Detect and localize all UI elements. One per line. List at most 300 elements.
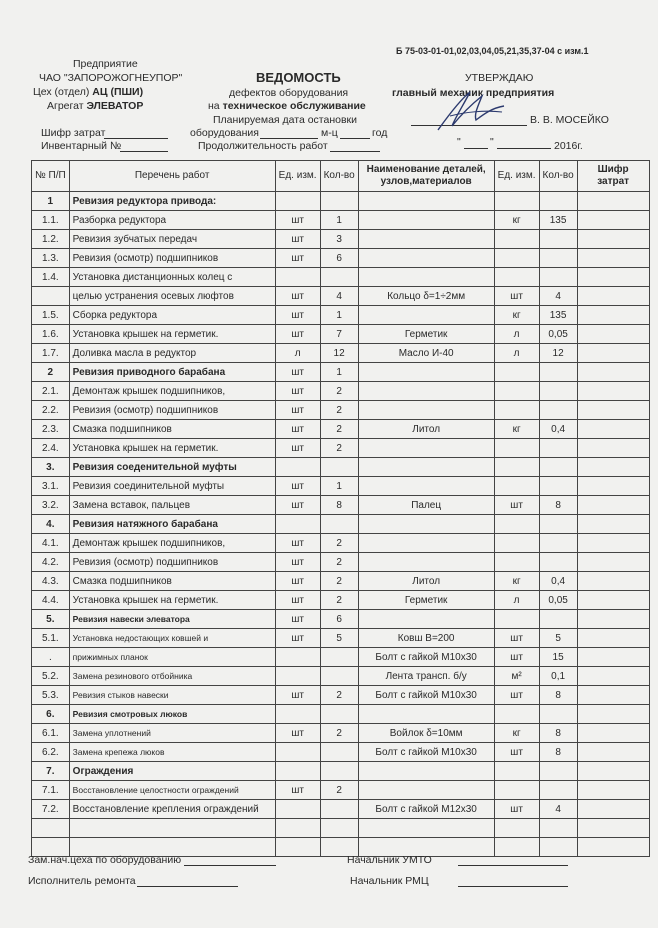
table-row [32, 230, 650, 249]
cell-qty: 1 [320, 211, 358, 230]
cell-unit: шт [275, 477, 320, 496]
cell-num: 1.6. [32, 325, 70, 344]
cell-unit2: кг [494, 572, 539, 591]
cell-material [358, 515, 494, 534]
enterprise-label: Предприятие [73, 58, 138, 70]
cell-qty2 [539, 477, 577, 496]
cell-qty [320, 192, 358, 211]
cell-unit2: кг [494, 306, 539, 325]
cell-unit2: шт [494, 686, 539, 705]
cell-unit2 [494, 781, 539, 800]
cell-material [358, 211, 494, 230]
equipment-label: оборудования [190, 127, 259, 139]
table-row [32, 648, 650, 667]
cell-qty: 12 [320, 344, 358, 363]
cell-num: 2.4. [32, 439, 70, 458]
title-line-1: дефектов оборудования [229, 87, 349, 99]
cell-unit: шт [275, 553, 320, 572]
cell-material [358, 401, 494, 420]
cell-num: 4.3. [32, 572, 70, 591]
cell-unit [275, 838, 320, 857]
cell-material [358, 382, 494, 401]
month-date-blank [497, 148, 551, 149]
cell-num: 5.3. [32, 686, 70, 705]
cell-unit: шт [275, 781, 320, 800]
cell-num: 2.2. [32, 401, 70, 420]
cell-unit2 [494, 363, 539, 382]
table-row [32, 496, 650, 515]
cell-material [358, 306, 494, 325]
table-row [32, 819, 650, 838]
cell-unit: шт [275, 325, 320, 344]
cell-qty: 6 [320, 610, 358, 629]
cell-code [577, 287, 649, 306]
cell-qty: 1 [320, 306, 358, 325]
cell-code [577, 800, 649, 819]
cell-num: 1.2. [32, 230, 70, 249]
cell-qty2: 0,4 [539, 572, 577, 591]
cell-work: Установка недостающих ковшей и [69, 629, 275, 648]
deputy-label: Зам.нач.цеха по оборудованию [28, 854, 182, 866]
cell-unit: шт [275, 686, 320, 705]
cell-unit2: шт [494, 800, 539, 819]
cell-unit2: кг [494, 724, 539, 743]
table-row [32, 572, 650, 591]
cell-num: 1.4. [32, 268, 70, 287]
cell-material: Масло И-40 [358, 344, 494, 363]
cell-code [577, 401, 649, 420]
header-material: Наименование деталей, узлов,материалов [358, 161, 494, 192]
table-row [32, 553, 650, 572]
cell-qty: 1 [320, 363, 358, 382]
date-quote-open: " [457, 136, 461, 148]
cell-code [577, 420, 649, 439]
cell-code [577, 496, 649, 515]
cell-num: . [32, 648, 70, 667]
table-row [32, 743, 650, 762]
cell-work: Установка крышек на герметик. [69, 439, 275, 458]
cell-code [577, 230, 649, 249]
header-unit2: Ед. изм. [494, 161, 539, 192]
cell-material [358, 819, 494, 838]
cell-num: 3.1. [32, 477, 70, 496]
cell-code [577, 743, 649, 762]
cell-qty2 [539, 705, 577, 724]
cell-qty: 6 [320, 249, 358, 268]
cell-code [577, 686, 649, 705]
cell-unit: шт [275, 534, 320, 553]
cell-material [358, 477, 494, 496]
unit-label: Агрегат [47, 100, 84, 112]
cell-material: Литол [358, 572, 494, 591]
cell-material: Болт с гайкой М10х30 [358, 743, 494, 762]
day-blank [464, 148, 488, 149]
inventory-blank [120, 151, 168, 152]
cell-work: Ревизия (осмотр) подшипников [69, 401, 275, 420]
executor-blank [137, 886, 238, 887]
cell-material: Болт с гайкой М12х30 [358, 800, 494, 819]
cell-unit2: л [494, 344, 539, 363]
cell-work: целью устранения осевых люфтов [69, 287, 275, 306]
cell-work: Ревизия соеденительной муфты [69, 458, 275, 477]
cell-unit [275, 800, 320, 819]
cell-work: Установка крышек на герметик. [69, 325, 275, 344]
approve-year: 2016г. [554, 140, 583, 152]
cell-qty2: 5 [539, 629, 577, 648]
cell-qty2: 8 [539, 686, 577, 705]
cell-work [69, 819, 275, 838]
cell-qty2 [539, 762, 577, 781]
table-row [32, 724, 650, 743]
cell-unit2 [494, 534, 539, 553]
enterprise-name: ЧАО "ЗАПОРОЖОГНЕУПОР" [39, 72, 183, 84]
deputy-blank [184, 865, 276, 866]
cell-material [358, 781, 494, 800]
cell-code [577, 192, 649, 211]
table-row [32, 439, 650, 458]
cell-code [577, 306, 649, 325]
cell-qty2: 135 [539, 306, 577, 325]
cell-qty [320, 667, 358, 686]
cell-unit2 [494, 553, 539, 572]
header-work: Перечень работ [69, 161, 275, 192]
cell-qty: 2 [320, 686, 358, 705]
cell-work: Разборка редуктора [69, 211, 275, 230]
cell-unit: л [275, 344, 320, 363]
cell-unit [275, 648, 320, 667]
table-row [32, 287, 650, 306]
cell-num: 3.2. [32, 496, 70, 515]
cell-num: 4.1. [32, 534, 70, 553]
cell-qty [320, 819, 358, 838]
month-blank [260, 138, 318, 139]
rmc-blank [458, 886, 568, 887]
cell-num: 5. [32, 610, 70, 629]
cell-work: Сборка редуктора [69, 306, 275, 325]
cell-unit2: м² [494, 667, 539, 686]
cell-code [577, 382, 649, 401]
cell-num: 6.1. [32, 724, 70, 743]
cell-material: Болт с гайкой М10х30 [358, 648, 494, 667]
cell-num: 1.3. [32, 249, 70, 268]
cell-work: Смазка подшипников [69, 572, 275, 591]
cell-unit [275, 268, 320, 287]
cell-work: Восстановление целостности ограждений [69, 781, 275, 800]
cell-work: Ревизия стыков навески [69, 686, 275, 705]
cell-material [358, 553, 494, 572]
cell-qty [320, 268, 358, 287]
cell-material [358, 610, 494, 629]
cell-num: 3. [32, 458, 70, 477]
table-row [32, 477, 650, 496]
cell-qty2: 0,05 [539, 325, 577, 344]
cell-num [32, 287, 70, 306]
cell-qty2: 8 [539, 724, 577, 743]
cost-code-blank [104, 138, 168, 139]
cell-qty2: 12 [539, 344, 577, 363]
cell-qty2: 15 [539, 648, 577, 667]
cell-material: Кольцо δ=1÷2мм [358, 287, 494, 306]
cell-work: Ревизия соединительной муфты [69, 477, 275, 496]
cell-work: Замена вставок, пальцев [69, 496, 275, 515]
approve-label: УТВЕРЖДАЮ [465, 72, 534, 84]
cell-num [32, 819, 70, 838]
cell-unit2: шт [494, 629, 539, 648]
table-header-row [32, 161, 650, 192]
table-row [32, 610, 650, 629]
cell-material: Лента трансп. б/у [358, 667, 494, 686]
cell-qty2: 8 [539, 496, 577, 515]
cell-material: Войлок δ=10мм [358, 724, 494, 743]
cell-work: Ревизия зубчатых передач [69, 230, 275, 249]
rmc-label: Начальник РМЦ [350, 875, 429, 887]
cell-unit: шт [275, 382, 320, 401]
cell-qty2 [539, 249, 577, 268]
cell-work: Демонтаж крышек подшипников, [69, 534, 275, 553]
cell-material: Палец [358, 496, 494, 515]
cell-qty2: 4 [539, 800, 577, 819]
table-row [32, 306, 650, 325]
table-row [32, 458, 650, 477]
cell-unit: шт [275, 230, 320, 249]
cell-code [577, 591, 649, 610]
cell-work: Восстановление крепления ограждений [69, 800, 275, 819]
table-row [32, 401, 650, 420]
cell-qty2: 0,1 [539, 667, 577, 686]
cell-qty: 2 [320, 591, 358, 610]
cell-qty2 [539, 439, 577, 458]
cell-code [577, 838, 649, 857]
cell-qty [320, 743, 358, 762]
cell-unit: шт [275, 724, 320, 743]
cell-work: Замена крепежа люков [69, 743, 275, 762]
cell-qty2 [539, 401, 577, 420]
cell-qty: 2 [320, 724, 358, 743]
cell-qty2: 4 [539, 287, 577, 306]
cell-code [577, 648, 649, 667]
cell-code [577, 325, 649, 344]
cell-qty: 2 [320, 781, 358, 800]
cell-qty2 [539, 458, 577, 477]
cell-unit2: шт [494, 743, 539, 762]
cell-unit2: л [494, 591, 539, 610]
cell-work: Ревизия смотровых люков [69, 705, 275, 724]
cell-qty2: 135 [539, 211, 577, 230]
cell-work: Ревизия (осмотр) подшипников [69, 553, 275, 572]
cell-unit2 [494, 705, 539, 724]
cell-qty: 2 [320, 382, 358, 401]
month-label: м-ц [321, 127, 338, 139]
cell-unit2 [494, 477, 539, 496]
cell-qty2 [539, 610, 577, 629]
cell-code [577, 363, 649, 382]
cell-unit [275, 819, 320, 838]
cell-code [577, 819, 649, 838]
cell-code [577, 705, 649, 724]
cell-unit [275, 667, 320, 686]
cell-code [577, 344, 649, 363]
cell-unit [275, 192, 320, 211]
cell-qty: 2 [320, 534, 358, 553]
shop-line [33, 86, 143, 98]
cell-unit2: л [494, 325, 539, 344]
cell-material [358, 458, 494, 477]
cell-num: 7. [32, 762, 70, 781]
cell-num: 4.2. [32, 553, 70, 572]
cell-unit2 [494, 762, 539, 781]
cell-unit [275, 743, 320, 762]
cell-code [577, 211, 649, 230]
cell-code [577, 249, 649, 268]
table-row [32, 325, 650, 344]
cell-unit2 [494, 268, 539, 287]
cell-unit2 [494, 401, 539, 420]
cell-unit: шт [275, 287, 320, 306]
cell-num: 5.2. [32, 667, 70, 686]
cell-unit2 [494, 382, 539, 401]
cell-material: Литол [358, 420, 494, 439]
cell-num: 4. [32, 515, 70, 534]
cell-material: Герметик [358, 325, 494, 344]
cell-unit2: кг [494, 420, 539, 439]
cell-num: 1.7. [32, 344, 70, 363]
cell-qty: 2 [320, 572, 358, 591]
cell-unit2 [494, 610, 539, 629]
cell-material [358, 363, 494, 382]
cell-unit2 [494, 192, 539, 211]
cell-code [577, 553, 649, 572]
cell-unit2: шт [494, 496, 539, 515]
cell-qty2 [539, 819, 577, 838]
cell-qty: 1 [320, 477, 358, 496]
cell-unit2 [494, 819, 539, 838]
header-qty: Кол-во [320, 161, 358, 192]
cell-code [577, 610, 649, 629]
defects-table [31, 160, 650, 857]
cell-work: Установка дистанционных колец с [69, 268, 275, 287]
cell-work: Замена уплотнений [69, 724, 275, 743]
cell-qty2 [539, 230, 577, 249]
table-row [32, 667, 650, 686]
cell-material [358, 249, 494, 268]
cell-material [358, 439, 494, 458]
cell-qty: 7 [320, 325, 358, 344]
cell-num: 2.3. [32, 420, 70, 439]
duration-blank [330, 151, 380, 152]
cell-work: Демонтаж крышек подшипников, [69, 382, 275, 401]
cell-qty2: 0,05 [539, 591, 577, 610]
header-code: Шифр затрат [577, 161, 649, 192]
cell-unit2 [494, 230, 539, 249]
cell-qty: 2 [320, 420, 358, 439]
table-row [32, 192, 650, 211]
cell-unit: шт [275, 610, 320, 629]
table-row [32, 344, 650, 363]
cell-num: 7.2. [32, 800, 70, 819]
cell-qty2 [539, 363, 577, 382]
date-quote-close: " [490, 136, 494, 148]
cell-code [577, 477, 649, 496]
cell-unit2 [494, 439, 539, 458]
table-row [32, 420, 650, 439]
cell-qty [320, 648, 358, 667]
cell-unit: шт [275, 249, 320, 268]
cell-code [577, 724, 649, 743]
year-label: год [372, 127, 388, 139]
cell-unit: шт [275, 439, 320, 458]
cell-work: Ревизия (осмотр) подшипников [69, 249, 275, 268]
cell-code [577, 515, 649, 534]
cell-unit2: шт [494, 287, 539, 306]
cell-work: прижимных планок [69, 648, 275, 667]
cell-code [577, 667, 649, 686]
cell-unit2 [494, 458, 539, 477]
table-row [32, 363, 650, 382]
table-row [32, 382, 650, 401]
unit-line [47, 100, 143, 112]
cell-qty [320, 705, 358, 724]
cell-material: Болт с гайкой М10х30 [358, 686, 494, 705]
cell-work: Ревизия приводного барабана [69, 363, 275, 382]
shop-label: Цех (отдел) [33, 86, 90, 98]
table-row [32, 249, 650, 268]
cell-unit: шт [275, 420, 320, 439]
cell-qty [320, 800, 358, 819]
cell-unit2: кг [494, 211, 539, 230]
cost-code-label: Шифр затрат [41, 127, 106, 139]
cell-qty: 2 [320, 439, 358, 458]
cell-num: 2.1. [32, 382, 70, 401]
title-line-2 [208, 100, 366, 112]
cell-num: 6.2. [32, 743, 70, 762]
cell-unit: шт [275, 572, 320, 591]
cell-qty2: 0,4 [539, 420, 577, 439]
cell-num: 1 [32, 192, 70, 211]
approver-name: В. В. МОСЕЙКО [530, 114, 609, 126]
title-line-2-bold: техническое обслуживание [222, 100, 366, 112]
table-row [32, 705, 650, 724]
cell-unit2: шт [494, 648, 539, 667]
table-row [32, 781, 650, 800]
cell-code [577, 458, 649, 477]
cell-unit2 [494, 515, 539, 534]
table-row [32, 629, 650, 648]
cell-num: 1.5. [32, 306, 70, 325]
cell-work: Ограждения [69, 762, 275, 781]
cell-unit [275, 705, 320, 724]
cell-qty [320, 458, 358, 477]
cell-code [577, 439, 649, 458]
cell-qty: 4 [320, 287, 358, 306]
cell-material [358, 705, 494, 724]
cell-num: 6. [32, 705, 70, 724]
cell-work: Доливка масла в редуктор [69, 344, 275, 363]
cell-qty: 3 [320, 230, 358, 249]
cell-work: Ревизия навески элеватора [69, 610, 275, 629]
cell-material [358, 762, 494, 781]
umto-blank [458, 865, 568, 866]
cell-material [358, 192, 494, 211]
cell-unit: шт [275, 363, 320, 382]
cell-qty [320, 762, 358, 781]
planned-stop-label: Планируемая дата остановки [213, 114, 358, 126]
handwritten-signature [430, 86, 510, 136]
cell-code [577, 268, 649, 287]
cell-unit2 [494, 838, 539, 857]
cell-qty2: 8 [539, 743, 577, 762]
inventory-label: Инвентарный № [41, 140, 122, 152]
cell-qty2 [539, 382, 577, 401]
